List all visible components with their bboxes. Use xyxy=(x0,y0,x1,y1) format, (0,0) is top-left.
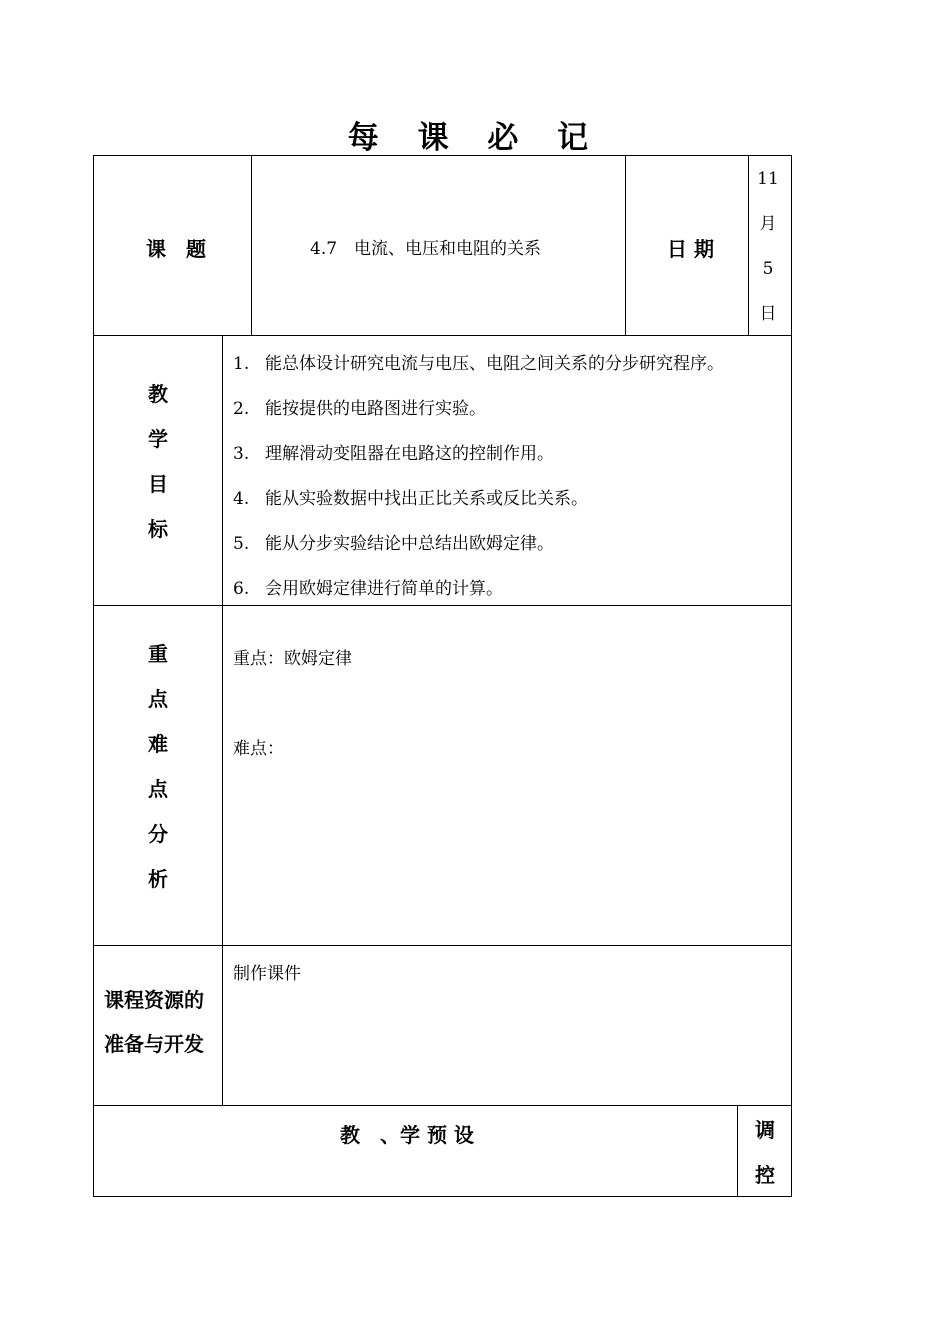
objectives-label-char: 学 xyxy=(148,427,168,451)
date-day-number: 5 xyxy=(762,259,774,279)
objectives-label xyxy=(143,372,173,552)
document-title: 每 课 必 记 xyxy=(347,120,603,156)
objectives-label-char: 目 xyxy=(148,472,168,496)
difficulty-text: 难点： xyxy=(233,739,284,759)
objectives-label-char: 教 xyxy=(148,382,168,406)
objective-item xyxy=(233,574,503,599)
topic-label: 课 题 xyxy=(146,237,206,261)
control-label-char: 调 xyxy=(755,1118,775,1142)
control-label xyxy=(750,1108,780,1198)
objective-number: 1. xyxy=(233,354,250,374)
key-points-label xyxy=(143,632,173,902)
col-divider xyxy=(625,155,626,335)
key-points-label-char: 点 xyxy=(148,687,168,711)
col-divider xyxy=(737,1105,738,1197)
objective-text: 能从分步实验结论中总结出欧姆定律。 xyxy=(265,534,554,554)
row-divider xyxy=(93,945,792,946)
objective-number: 3. xyxy=(233,444,250,464)
objective-item xyxy=(233,529,554,554)
key-point-text: 重点：欧姆定律 xyxy=(233,649,352,669)
col-divider xyxy=(251,155,252,335)
row-divider xyxy=(93,335,792,336)
date-day-char: 日 xyxy=(759,304,777,324)
resources-label-line1: 课程资源的 xyxy=(104,988,204,1012)
objective-text: 理解滑动变阻器在电路这的控制作用。 xyxy=(265,444,554,464)
objective-number: 2. xyxy=(233,399,250,419)
key-points-label-char: 重 xyxy=(148,642,168,666)
resources-value: 制作课件 xyxy=(233,964,301,984)
key-points-label-char: 析 xyxy=(148,867,168,891)
date-value xyxy=(748,157,788,337)
key-points-label-char: 难 xyxy=(148,732,168,756)
control-label-char: 控 xyxy=(755,1163,775,1187)
objectives-label-char: 标 xyxy=(148,517,168,541)
row-divider xyxy=(93,1105,792,1106)
topic-value: 4.7 电流、电压和电阻的关系 xyxy=(310,239,542,259)
objective-item xyxy=(233,439,554,464)
objective-number: 6. xyxy=(233,579,250,599)
objective-text: 能按提供的电路图进行实验。 xyxy=(265,399,486,419)
objective-item xyxy=(233,394,486,419)
date-label: 日 期 xyxy=(667,237,714,261)
teaching-preset-label: 教 、学 预 设 xyxy=(340,1123,474,1147)
key-points-label-char: 分 xyxy=(148,822,168,846)
objective-number: 4. xyxy=(233,489,250,509)
date-month-number: 11 xyxy=(757,169,779,189)
objective-number: 5. xyxy=(233,534,250,554)
col-divider xyxy=(222,335,223,1105)
resources-label-line2: 准备与开发 xyxy=(104,1032,204,1056)
objective-text: 能从实验数据中找出正比关系或反比关系。 xyxy=(265,489,588,509)
objective-item xyxy=(233,349,724,374)
key-points-label-char: 点 xyxy=(148,777,168,801)
objective-text: 会用欧姆定律进行简单的计算。 xyxy=(265,579,503,599)
row-divider xyxy=(93,605,792,606)
objective-text: 能总体设计研究电流与电压、电阻之间关系的分步研究程序。 xyxy=(265,354,724,374)
date-month-char: 月 xyxy=(759,214,777,234)
objective-item xyxy=(233,484,588,509)
